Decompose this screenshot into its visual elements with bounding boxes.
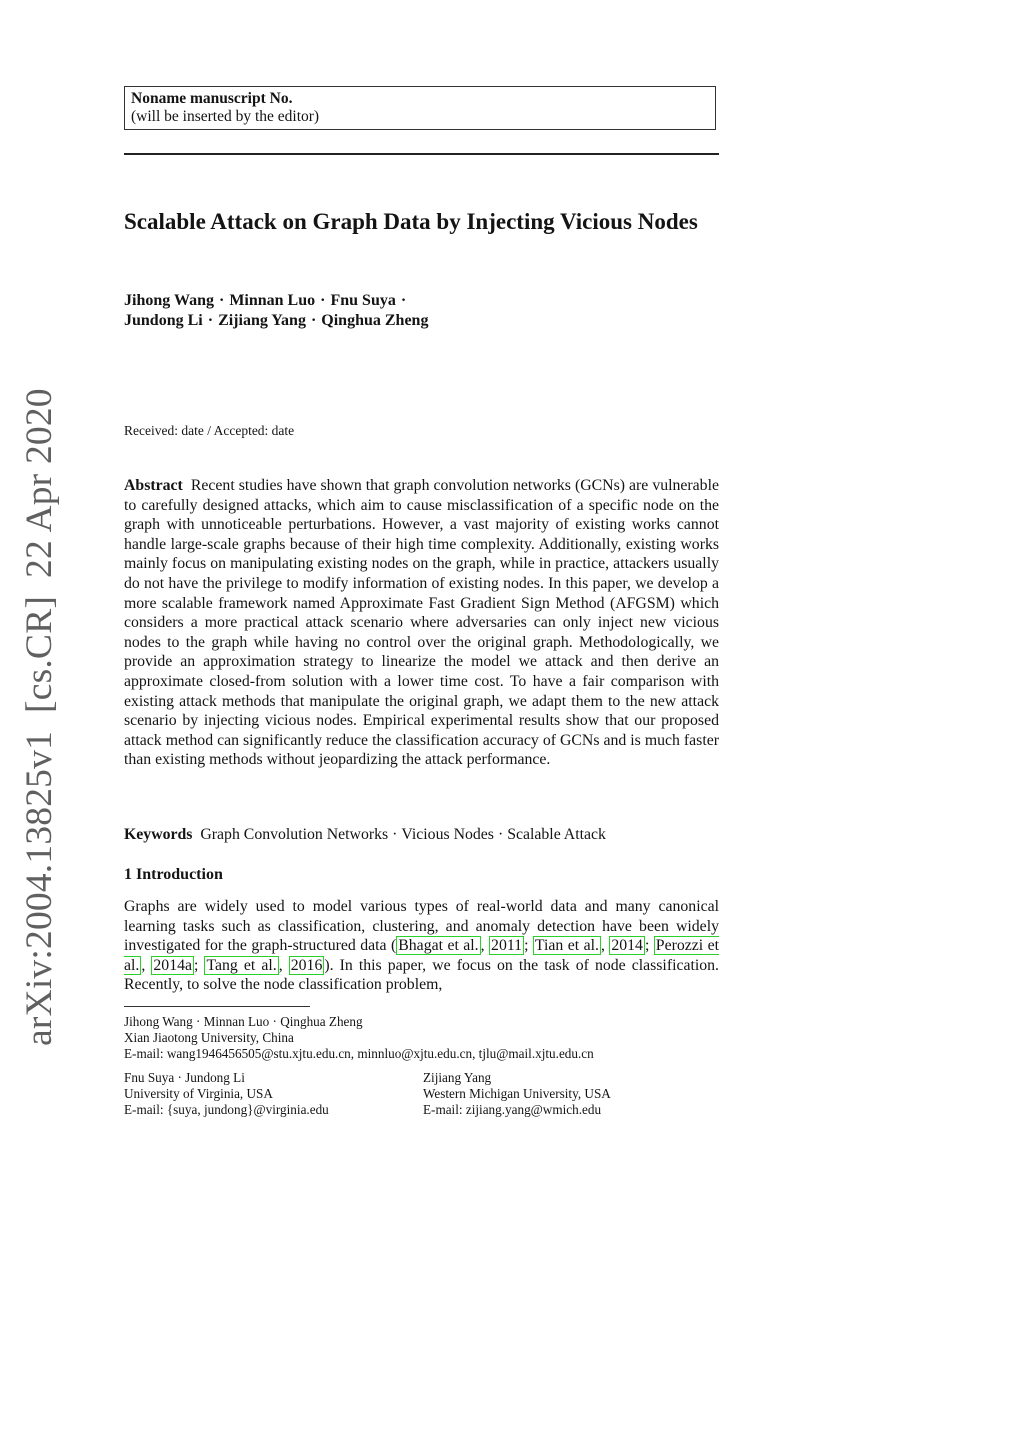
citation-link[interactable]: Bhagat et al. — [398, 937, 479, 955]
author-separator: · — [218, 292, 225, 309]
footnote-affiliation: Western Michigan University, USA — [423, 1085, 611, 1101]
footnote-affiliation-1 — [124, 1014, 724, 1061]
keyword: Scalable Attack — [507, 826, 606, 843]
author: Zijiang Yang — [218, 312, 306, 329]
footnote-email: E-mail: zijiang.yang@wmich.edu — [423, 1101, 602, 1117]
citation-link[interactable]: Tang et al. — [206, 956, 277, 974]
citation-link[interactable]: 2016 — [290, 956, 323, 974]
citation-link[interactable]: 2011 — [491, 937, 523, 955]
keywords-label: Keywords — [124, 826, 193, 843]
keyword: Vicious Nodes — [401, 826, 494, 843]
author-row-1 — [124, 291, 724, 311]
author: Jundong Li — [124, 312, 203, 329]
abstract — [124, 476, 719, 770]
arxiv-id: arXiv:2004.13825v1 — [19, 730, 60, 1046]
keyword-separator: · — [392, 826, 398, 843]
citation-separator: ; — [194, 956, 205, 974]
author-separator: · — [320, 292, 326, 309]
keywords — [124, 825, 719, 845]
footnote-email: E-mail: wang1946456505@stu.xjtu.edu.cn, minnluo@xjtu.edu.cn, tjlu@mail.xjtu.edu.cn — [124, 1045, 594, 1061]
editor-note: (will be inserted by the editor) — [131, 108, 320, 125]
citation-separator: ; — [524, 937, 533, 955]
citation-link[interactable]: Perozzi et al. — [124, 937, 720, 974]
editor-box — [124, 86, 716, 130]
author: Fnu Suya — [330, 292, 396, 309]
abstract-label: Abstract — [124, 477, 183, 494]
received-date: Received: date / Accepted: date — [124, 423, 295, 438]
keyword: Graph Convolution Networks — [200, 826, 389, 843]
footnote-names: Jihong Wang · Minnan Luo · Qinghua Zheng — [124, 1014, 363, 1029]
author: Jihong Wang — [124, 292, 214, 309]
arxiv-date: 22 Apr 2020 — [19, 388, 60, 578]
author-separator: · — [310, 312, 317, 329]
section-title: Introduction — [136, 866, 223, 883]
citation-link[interactable]: 2014 — [611, 937, 643, 955]
author-list — [124, 291, 724, 331]
footnote-affiliation: Xian Jiaotong University, China — [124, 1029, 294, 1045]
footnote-rule — [124, 1006, 310, 1007]
citation-link[interactable]: Tian et al. — [534, 937, 599, 955]
citation-comma: , — [600, 937, 610, 955]
footnote-affiliation: University of Virginia, USA — [124, 1085, 273, 1101]
footnote-affiliation-3 — [423, 1070, 723, 1117]
arxiv-category: [cs.CR] — [19, 595, 60, 713]
footnote-email: E-mail: {suya, jundong}@virginia.edu — [124, 1101, 329, 1117]
intro-paragraph — [124, 897, 719, 995]
keyword-separator: · — [497, 826, 504, 843]
footnote-affiliation-2 — [124, 1070, 414, 1117]
citation-comma: , — [141, 956, 152, 974]
footnote-names: Zijiang Yang — [423, 1070, 492, 1085]
arxiv-sidebar-stamp — [18, 388, 61, 1046]
author-separator: · — [207, 312, 214, 329]
section-number: 1 — [124, 866, 132, 883]
intro-text: ). In this paper, we focus on the task of node classification. Recently, to solve the node classification problem, — [124, 956, 720, 994]
header-rule — [124, 153, 719, 155]
paper-title: Scalable Attack on Graph Data by Injecting Vicious Nodes — [124, 209, 698, 234]
author-row-2 — [124, 311, 724, 331]
section-heading — [124, 866, 223, 884]
citation-separator: ; — [644, 937, 654, 955]
author: Minnan Luo — [229, 292, 316, 309]
author-separator: · — [400, 292, 407, 309]
author: Qinghua Zheng — [321, 312, 429, 329]
intro-text: Graphs are widely used to model various types of real-world data and many canonical learning tasks such as classification, clustering, and anomaly detection have been widely investigated for the graph-structured data ( — [124, 898, 719, 955]
citation-link[interactable]: 2014a — [153, 956, 192, 974]
citation-comma: , — [480, 937, 490, 955]
abstract-text: Recent studies have shown that graph convolution networks (GCNs) are vulnerable to carefully designed attacks, which aim to cause misclassification of a specific node on the graph with unnoticeable perturbations. However, a vast majority of existing works cannot handle large-scale graphs because of their high time complexity. Additionally, existing works mainly focus on manipulating existing nodes on the graph, while in practice, attackers usually do not have the privilege to modify information of existing nodes. In this paper, we develop a more scalable framework named Approximate Fast Gradient Sign Method (AFGSM) which considers a more practical attack scenario where adversaries can only inject new vicious nodes to the graph while having no control over the original graph. Methodologically, we provide an approximation strategy to linearize the model we attack and then derive an approximate closed-from solution with a lower time cost. To have a fair comparison with existing attack methods that manipulate the original graph, we adapt them to the new attack scenario by injecting vicious nodes. Empirical experimental results show that our proposed attack method can significantly reduce the classification accuracy of GCNs and is much faster than existing methods without jeopardizing the attack performance. — [124, 477, 719, 769]
manuscript-number: Noname manuscript No. — [131, 90, 293, 107]
citation-comma: , — [278, 956, 289, 974]
footnote-names: Fnu Suya · Jundong Li — [124, 1070, 245, 1085]
